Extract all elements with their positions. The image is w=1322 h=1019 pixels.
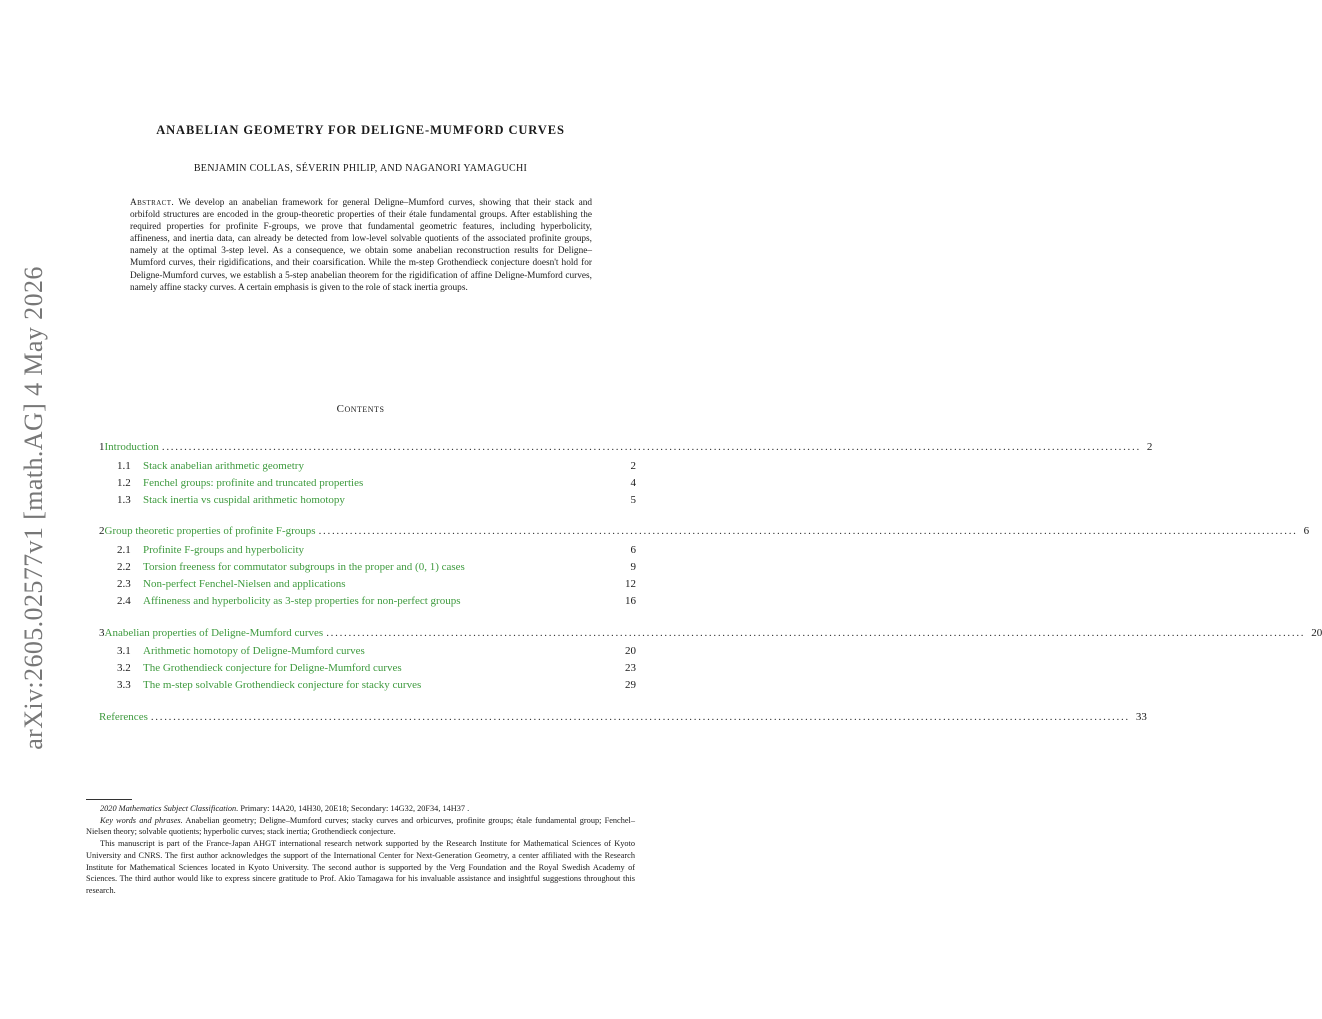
toc-entry[interactable] [117, 494, 636, 510]
toc-entry-page: 9 [630, 561, 636, 573]
funding-footnote: This manuscript is part of the France-Japan AHGT international research network supported by the Research Institute for Mathematical Sciences of Kyoto University and CNRS. The first author acknowledges the support of the International Center for Next-Generation Geometry, a center affiliated with the Research Institute for Mathematical Sciences located in Kyoto University. The second author is supported by the Verg Foundation and the Royal Swedish Academy of Sciences. The third author would like to express sincere gratitude to Prof. Akio Tamagawa for his invaluable assistance and insightful suggestions throughout this research. [86, 839, 635, 895]
abstract [130, 197, 592, 294]
msc-text: Primary: 14A20, 14H30, 20E18; Secondary: 14G32, 20F34, 14H37 . [240, 804, 470, 813]
toc-entry[interactable] [117, 595, 636, 611]
toc-entry-page: 6 [630, 544, 636, 556]
toc-entry-page: 29 [625, 679, 636, 691]
toc-entry-link[interactable]: Affineness and hyperbolicity as 3-step properties for non-perfect groups [143, 595, 461, 607]
toc-entry-number: 1 [99, 441, 105, 453]
paper-title: ANABELIAN GEOMETRY FOR DELIGNE-MUMFORD CURVES [156, 123, 565, 137]
toc-entry-page: 2 [1146, 441, 1153, 453]
toc-dot-leader: ............................................................................................................................................................................................................................ [150, 711, 1130, 723]
toc-entry-number: 3.3 [117, 679, 131, 691]
toc-entry-link[interactable]: Stack inertia vs cuspidal arithmetic homotopy [143, 494, 345, 506]
toc-entry[interactable] [117, 544, 636, 560]
toc-entry-number: 2.1 [117, 544, 131, 556]
toc-entry-number: 3 [99, 627, 105, 639]
toc-entry-page: 4 [630, 477, 636, 489]
toc-entry-link[interactable]: Fenchel groups: profinite and truncated properties [143, 477, 364, 489]
toc-dot-leader: ............................................................................................................................................................................................................................ [318, 525, 1298, 537]
keywords-footnote [86, 815, 635, 838]
toc-entry-page: 12 [625, 578, 636, 590]
toc-entry-number: 1.3 [117, 494, 131, 506]
toc-entry-link[interactable]: Stack anabelian arithmetic geometry [143, 460, 304, 472]
toc-dot-leader: ............................................................................................................................................................................................................................ [161, 441, 1141, 453]
toc-entry[interactable] [117, 662, 636, 678]
arxiv-identifier: arXiv:2605.02577v1 [math.AG] 4 May 2026 [19, 266, 49, 750]
keywords-text: Anabelian geometry; Deligne–Mumford curves; stacky curves and orbicurves, profinite groups; étale fundamental group; Fenchel–Nielsen theory; solvable quotients; hyperbolic curves; stack inertia; Grothendieck conjecture. [86, 815, 636, 837]
toc-entry-link[interactable]: The Grothendieck conjecture for Deligne-Mumford curves [143, 662, 402, 674]
toc-entry-number: 2.2 [117, 561, 131, 573]
toc-entry[interactable] [117, 645, 636, 661]
toc-entry[interactable] [99, 627, 1322, 643]
msc-footnote [86, 803, 635, 815]
toc-entry-page: 2 [630, 460, 636, 472]
toc-entry-page: 5 [630, 494, 636, 506]
contents-heading: Contents [336, 403, 385, 415]
toc-entry-link[interactable]: The m-step solvable Grothendieck conjecture for stacky curves [143, 679, 422, 691]
toc-entry-link[interactable]: Group theoretic properties of profinite F-groups [104, 525, 316, 537]
toc-entry[interactable] [117, 578, 636, 594]
abstract-text: We develop an anabelian framework for general Deligne–Mumford curves, showing that their stack and orbifold structures are encoded in the group-theoretic properties of their étale fundamental groups. After establishing the required properties for profinite F-groups, we prove that fundamental geometric features, including hyperbolicity, affineness, and inertia data, can already be detected from low-level solvable quotients of the associated profinite groups, namely at the optimal 3-step level. As a consequence, we obtain some anabelian reconstruction results for Deligne–Mumford curves, their rigidifications, and their coarsification. While the m-step Grothendieck conjecture doesn't hold for Deligne-Mumford curves, we establish a 5-step anabelian theorem for the rigidification of affine Deligne-Mumford curves, namely affine stacky curves. A certain emphasis is given to the role of stack inertia groups. [130, 198, 593, 293]
footnotes [86, 803, 635, 897]
toc-entry-link[interactable]: References [99, 711, 148, 723]
toc-entry-link[interactable]: Anabelian properties of Deligne-Mumford curves [104, 627, 324, 639]
author-list: BENJAMIN COLLAS, SÉVERIN PHILIP, AND NAGANORI YAMAGUCHI [193, 163, 528, 174]
toc-entry-number: 1.2 [117, 477, 131, 489]
toc-entry-page: 33 [1135, 711, 1147, 723]
toc-entry-number: 2 [99, 525, 105, 537]
toc-entry[interactable] [117, 679, 636, 695]
toc-entry-page: 6 [1303, 525, 1310, 537]
toc-entry-page: 20 [1311, 627, 1322, 639]
toc-entry-link[interactable]: Non-perfect Fenchel-Nielsen and applications [143, 578, 346, 590]
keywords-label: Key words and phrases. [100, 815, 183, 825]
toc-entry[interactable] [99, 525, 1310, 541]
toc-entry-link[interactable]: Arithmetic homotopy of Deligne-Mumford curves [143, 645, 365, 657]
msc-label: 2020 Mathematics Subject Classification. [100, 804, 239, 813]
footnote-divider [86, 799, 132, 800]
toc-entry-link[interactable]: Torsion freeness for commutator subgroups in the proper and (0, 1) cases [143, 561, 465, 573]
toc-entry-number: 3.2 [117, 662, 131, 674]
toc-entry-page: 16 [625, 595, 636, 607]
toc-entry-number: 2.3 [117, 578, 131, 590]
toc-entry-number: 3.1 [117, 645, 131, 657]
toc-entry[interactable] [99, 711, 1147, 727]
toc-entry[interactable] [117, 561, 636, 577]
toc-entry-link[interactable]: Profinite F-groups and hyperbolicity [143, 544, 305, 556]
toc-entry-number: 1.1 [117, 460, 131, 472]
toc-entry-page: 20 [625, 645, 636, 657]
toc-entry[interactable] [117, 460, 636, 476]
arxiv-stamp [14, 266, 54, 750]
abstract-label: Abstract. [130, 198, 175, 208]
toc-dot-leader: ............................................................................................................................................................................................................................ [326, 627, 1306, 639]
toc-entry-number: 2.4 [117, 595, 131, 607]
toc-entry-link[interactable]: Introduction [104, 441, 159, 453]
toc-entry-page: 23 [625, 662, 636, 674]
toc-entry[interactable] [117, 477, 636, 493]
toc-entry[interactable] [99, 441, 1153, 457]
